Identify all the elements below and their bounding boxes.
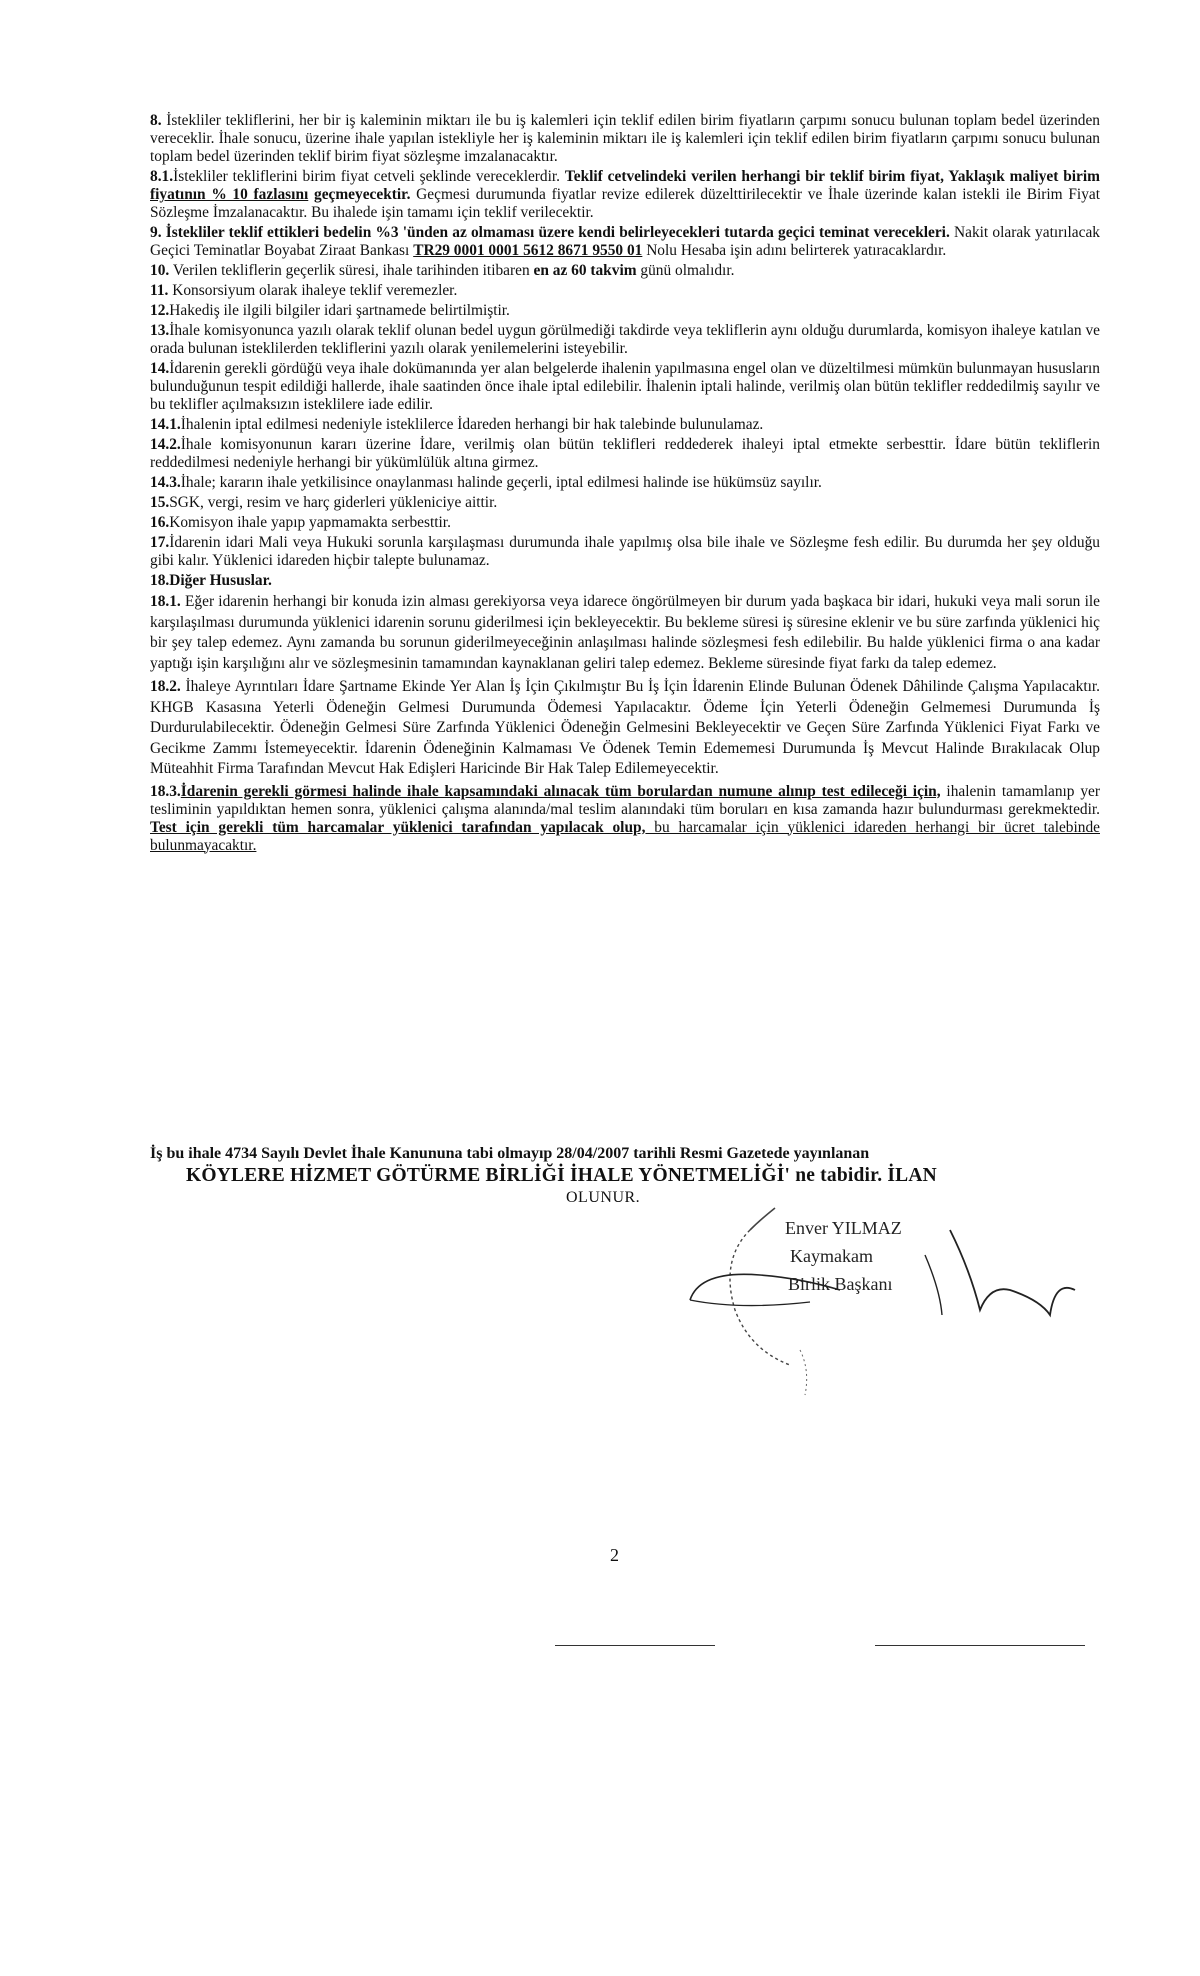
paragraph-text: İhale komisyonunca yazılı olarak teklif olunan bedel uygun görülmediği takdirde veya tekliflerin aynı olduğu durumlarda, komisyon ihaleye katılan ve orada bulunan isteklilerden tekliflerini yazılı olarak yenilemelerini isteyebilir. [150,322,1100,357]
document-body [150,112,1100,857]
paragraph-number: 18.2. [150,678,181,695]
paragraph-17 [150,534,1100,570]
signer-title: Birlik Başkanı [788,1274,893,1294]
paragraph-18-1 [150,592,1100,674]
paragraph-underlined-text: fiyatının % 10 fazlasını [150,186,309,203]
paragraph-number: 17. [150,534,170,551]
paragraph-text: SGK, vergi, resim ve harç giderleri yükleniciye aittir. [169,494,498,511]
paragraph-10 [150,262,1100,280]
paragraph-text: İhaleye Ayrıntıları İdare Şartname Ekinde Yer Alan İş İçin Çıkılmıştır Bu İş İçin İdarenin Elinde Bulunan Ödenek Dâhilinde Çalışma Yapılacaktır. KHGB Kasasına Yeterli Ödeneğin Gelmesi Durumunda Ödemesi Yapılacaktır. Ödeme İçin Yeterli Ödeneğin Gelmemesi Durumunda İş Durdurulabilecektir. Ödeneğin Gelmesi Süre Zarfında Yüklenici Ödeneğin Gelmesini Bekleyecektir ve Geçen Süre Zarfında Yüklenici Fiyat Farkı ve Gecikme Zammı İstemeyecektir. İdarenin Ödeneğinin Kalmaması Ve Ödenek Temin Edememesi Durumunda İş Mevcut Halinde Bırakılacak Olup Müteahhit Firma Tarafından Mevcut Hak Edişleri Haricinde Bir Hak Talep Edilemeyecektir. [150,678,1100,777]
paragraph-text: ihalenin tamamlanıp yer tesliminin yapıldıktan hemen sonra, yüklenici çalışma alanında/mal teslim alanındaki tüm boruları en kısa zamanda hazır bulundurması gerekmektedir. [150,782,1100,818]
paragraph-8 [150,112,1100,166]
paragraph-16 [150,514,1100,532]
paragraph-number: 16. [150,514,170,531]
paragraph-number: 10. [150,262,170,279]
paragraph-18-2 [150,677,1100,780]
paragraph-9 [150,224,1100,260]
signer-name: Enver YILMAZ [785,1218,902,1238]
paragraph-number: 15. [150,494,170,511]
paragraph-text: İdarenin gerekli gördüğü veya ihale dokümanında yer alan belgelerde ihalenin yapılmasına engel olan ve düzeltilmesi mümkün bulunmayan hususların bulunduğunun tespit edildiği hallerde, ihale saatinden önce ihale iptal edilebilir. İhalenin iptali halinde, verilmiş olan bütün teklifler reddedilmiş sayılır ve bu teklifler açılmaksızın isteklilere iade edilir. [150,360,1100,413]
paragraph-text: Nolu Hesaba işin adını belirterek yatıracaklardır. [642,242,947,259]
paragraph-bold-text: Teklif cetvelindeki verilen herhangi bir teklif birim fiyat, Yaklaşık maliyet birim [564,168,1100,185]
paragraph-text: Konsorsiyum olarak ihaleye teklif veremezler. [172,282,458,299]
paragraph-number: 14.2. [150,436,181,453]
footer-divider [555,1645,715,1646]
paragraph-number: 14.3. [150,474,181,491]
paragraph-text: Eğer idarenin herhangi bir konuda izin alması gerekiyorsa veya idarece öngörülmeyen bir durum yada başkaca bir idari, hukuki veya mali sorun ile karşılaşılması durumunda yüklenici idarenin sorunu giderilmesi için bekleyecektir. Bu bekleme süresi iş süresine eklenir ve bu süre zarfında yüklenici hiç bir şey talep edemez. Aynı zamanda bu sorunun giderilmeyeceğinin anlaşılması halinde sözleşmesi fesh edilebilir. Bu halde yüklenici firma o ana kadar yaptığı işin karşılığını alır ve sözleşmesinin tamamından kaynaklanan geliri talep edemez. Bekleme süresinde fiyat farkı da talep edemez. [150,593,1100,672]
paragraph-text: Geçmesi durumunda fiyatlar revize edilerek düzelttirilecektir ve İhale üzerinde kalan istekli ile Birim Fiyat Sözleşme İmzalanacaktır. Bu ihalede işin tamamı için teklif verilecektir. [150,186,1100,221]
paragraph-bold-text: geçmeyecektir. [308,186,411,203]
paragraph-text: İstekliler tekliflerini, her bir iş kaleminin miktarı ile bu iş kalemleri için teklif edilen birim fiyatların çarpımı sonucu bulunan toplam bedel üzerinden vereceklir. İhale sonucu, üzerine ihale yapılan istekliyle her iş kaleminin miktarı ile iş kalemleri için teklif edilen birim fiyatların çarpımı sonucu bulunan toplam bedel üzerinden teklif birim fiyat sözleşme imzalanacaktır. [150,112,1100,165]
paragraph-14 [150,360,1100,414]
paragraph-8-1 [150,168,1100,222]
paragraph-text: Nakit olarak yatırılacak Geçici Teminatlar Boyabat Ziraat Bankası [150,224,1100,259]
paragraph-text: günü olmalıdır. [636,262,735,279]
paragraph-number: 9. [150,224,162,241]
footer-divider [875,1645,1085,1646]
paragraph-bold-text: en az 60 takvim [533,262,637,279]
signature-stamp [680,1200,1100,1400]
page-number: 2 [610,1545,619,1565]
paragraph-number: 12. [150,302,170,319]
section-heading-text: Diğer Hususlar. [169,572,272,589]
paragraph-12 [150,302,1100,320]
paragraph-text: İhalenin iptal edilmesi nedeniyle isteklilerce İdareden herhangi bir hak talebinde bulunulamaz. [180,416,764,433]
paragraph-18-3 [150,783,1100,855]
paragraph-number: 18.3. [150,782,181,800]
paragraph-bold-underlined-text: Test için gerekli tüm harcamalar yüklenici tarafından yapılacak olup, [150,818,646,836]
closing-line-2: KÖYLERE HİZMET GÖTÜRME BİRLİĞİ İHALE YÖNETMELİĞİ' ne tabidir. İLAN [186,1165,937,1186]
paragraph-bold-underlined-text: İdarenin gerekli görmesi halinde ihale kapsamındaki alınacak tüm borulardan numune alınıp test edileceği için, [180,782,941,800]
paragraph-14-2 [150,436,1100,472]
signer-title: Kaymakam [790,1246,873,1266]
paragraph-number: 8. [150,112,162,129]
paragraph-text: İhale komisyonunun kararı üzerine İdare, verilmiş olan bütün teklifleri reddederek ihaleyi iptal etmekte serbesttir. İdare bütün tekliflerin reddedilmesi nedeniyle herhangi bir yükümlülük altına girmez. [150,436,1100,471]
paragraph-text: İstekliler tekliflerini birim fiyat cetveli şeklinde vereceklerdir. [173,168,565,185]
paragraph-15 [150,494,1100,512]
paragraph-text: Verilen tekliflerin geçerlik süresi, ihale tarihinden itibaren [172,262,534,279]
section-heading-other-matters [150,572,1100,590]
paragraph-11 [150,282,1100,300]
paragraph-number: 18.1. [150,593,181,610]
closing-line-3: OLUNUR. [566,1189,641,1206]
paragraph-number: 11. [150,282,169,299]
paragraph-number: 14.1. [150,416,181,433]
paragraph-bold-text: İstekliler teklif ettikleri bedelin %3 'ünden az olmaması üzere kendi belirleyecekleri tutarda geçici teminat verecekleri. [165,224,950,241]
paragraph-text: İhale; kararın ihale yetkilisince onaylanması halinde geçerli, iptal edilmesi halinde ise hükümsüz sayılır. [180,474,822,491]
paragraph-number: 8.1. [150,168,174,185]
paragraph-number: 13. [150,322,170,339]
paragraph-number: 14. [150,360,170,377]
paragraph-text: İdarenin idari Mali veya Hukuki sorunla karşılaşması durumunda ihale yapılmış olsa bile ihale ve Sözleşme fesh edilir. Bu durumda her şey olduğu gibi kalır. Yüklenici idareden hiçbir talepte bulunamaz. [150,534,1100,569]
paragraph-13 [150,322,1100,358]
paragraph-number: 18. [150,572,170,589]
paragraph-text: Komisyon ihale yapıp yapmamakta serbesttir. [169,514,451,531]
bank-account-number: TR29 0001 0001 5612 8671 9550 01 [413,242,643,259]
paragraph-underlined-text: bu harcamalar için yüklenici idareden herhangi bir ücret talebinde bulunmayacaktır. [150,818,1100,854]
paragraph-14-1 [150,416,1100,434]
paragraph-text: Hakediş ile ilgili bilgiler idari şartnamede belirtilmiştir. [169,302,510,319]
closing-line-1: İş bu ihale 4734 Sayılı Devlet İhale Kanununa tabi olmayıp 28/04/2007 tarihli Resmi Gazetede yayınlanan [150,1145,870,1162]
paragraph-14-3 [150,474,1100,492]
